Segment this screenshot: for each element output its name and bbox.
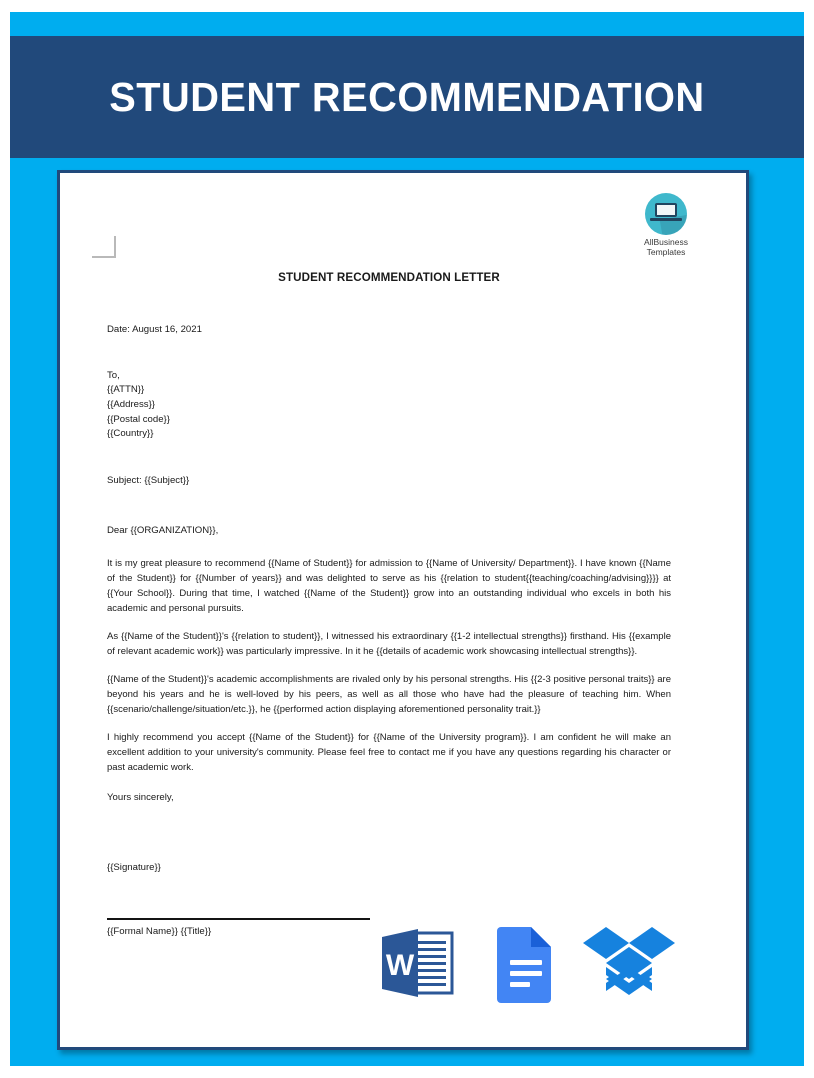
banner — [10, 36, 804, 158]
format-icons — [378, 925, 678, 1011]
letter-title: STUDENT RECOMMENDATION LETTER — [278, 271, 500, 284]
body-paragraph-3: {{Name of the Student}}'s academic accomplishments are rivaled only by his personal strengths. His {{2-3 positive personal traits}} are beyond his years and he is well-loved by his peers, as well as all those who have had the pleasure of teaching him. When {{scenario/challenge/situation/etc.}}, he {{performed action displaying aforementioned personality trait.}} — [107, 674, 671, 716]
date-line: Date: August 16, 2021 — [107, 323, 202, 335]
closing-line: Yours sincerely, — [107, 792, 174, 804]
address-country: {{Country}} — [107, 428, 154, 440]
letter-body — [107, 173, 671, 940]
signature-placeholder: {{Signature}} — [107, 862, 161, 874]
dropbox-icon[interactable] — [583, 925, 675, 1005]
body-paragraph-4: I highly recommend you accept {{Name of the Student}} for {{Name of the University program}}. I am confident he will make an excellent addition to your university's community. Please feel free to contact me if you have any questions regarding his character or past academic work. — [107, 732, 671, 774]
body-paragraph-2: As {{Name of the Student}}'s {{relation to student}}, I witnessed his extraordinary {{1-2 intellectual strengths}} firsthand. His {{example of relevant academic work}} was particularly impressive. In it he {{details of academic work showcasing intellectual strengths}}. — [107, 631, 671, 658]
banner-title: STUDENT RECOMMENDATION — [109, 73, 705, 120]
document-preview[interactable] — [57, 170, 749, 1050]
subject-line: Subject: {{Subject}} — [107, 474, 190, 486]
logo-line-1: AllBusiness — [644, 237, 688, 247]
address-postal: {{Postal code}} — [107, 413, 170, 425]
address-to: To, — [107, 369, 120, 381]
word-letter-w: W — [385, 949, 415, 982]
address-street: {{Address}} — [107, 398, 156, 410]
google-docs-icon[interactable] — [495, 925, 557, 1005]
address-attn: {{ATTN}} — [107, 384, 145, 396]
body-paragraph-1: It is my great pleasure to recommend {{Name of Student}} for admission to {{Name of University/ Department}}. I have known {{Name of the Student}} for {{Number of years}} and was delighted to serve as his {{relation to student{{teaching/coaching/advising}}}} at {{Your School}}. During that time, I watched {{Name of the Student}} grow into an outstanding individual who excels in both his academic and personal pursuits. — [107, 558, 671, 615]
salutation: Dear {{ORGANIZATION}}, — [107, 524, 219, 536]
microsoft-word-icon[interactable] — [378, 925, 458, 1005]
recipient-address-block — [107, 369, 671, 442]
signature-rule — [107, 918, 370, 920]
signature-name-title: {{Formal Name}} {{Title}} — [107, 926, 212, 938]
logo-line-2: Templates — [646, 247, 686, 258]
